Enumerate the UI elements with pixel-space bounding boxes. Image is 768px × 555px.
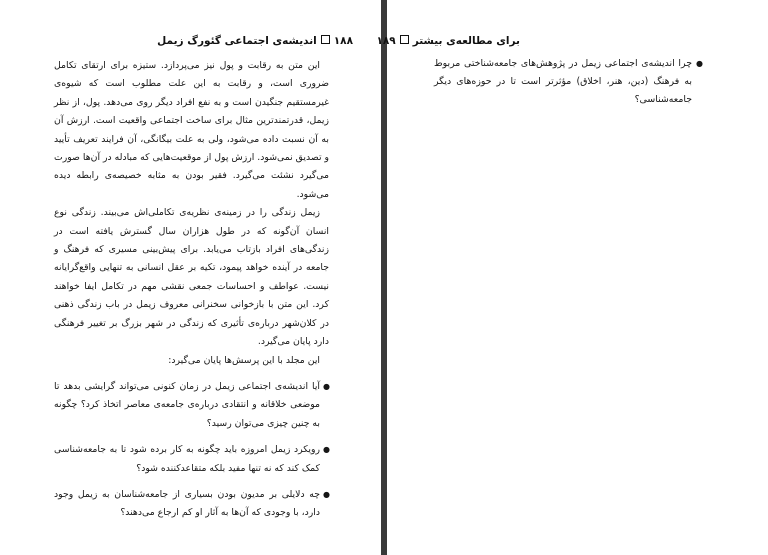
header-square-icon — [321, 35, 330, 44]
paragraph: این مجلد با این پرسش‌ها پایان می‌گیرد: — [168, 354, 320, 366]
left-page-body — [54, 57, 329, 523]
left-page — [0, 0, 381, 555]
right-page-number: ۱۸۹ — [376, 35, 396, 47]
right-page — [376, 0, 768, 555]
paragraph: زیمل زندگی را در زمینه‌ی نظریه‌ی تکاملی‌اش می‌بیند. زندگی نوع انسان آن‌گونه که در طول هزاران سال گسترش یافته است در زندگی‌های افراد بازتاب می‌یابد. برای پیش‌بینی مسیری که فرهنگ و جامعه در آینده خواهد پیمود، تکیه بر عقل انسانی به تنهایی واقع‌گرایانه نیست. عواطف و احساسات جمعی نقشی مهم در تکامل ایفا خواهند کرد. این متن با بازخوانی سخنرانی معروف زیمل در باب زندگی ذهنی در کلان‌شهر درباره‌ی تأثیری که زندگی در شهر بزرگ بر تغییر فرهنگی دارد پایان می‌گیرد. — [54, 207, 329, 348]
header-square-icon — [400, 35, 409, 44]
left-page-running-title: اندیشه‌ی اجتماعی گئورگ زیمل — [157, 35, 317, 47]
right-page-body — [434, 55, 702, 108]
left-page-number: ۱۸۸ — [333, 35, 353, 47]
left-page-header — [157, 34, 353, 48]
bullet-question: ● چرا اندیشه‌ی اجتماعی زیمل در پژوهش‌های جامعه‌شناختی مربوط به فرهنگ (دین، هنر، اخلاق) مؤثرتر است تا در حوزه‌های دیگر جامعه‌شناسی؟ — [434, 55, 702, 108]
paragraph: این متن به رقابت و پول نیز می‌پردازد. ستیزه برای ارتقای تکامل ضروری است، و رقابت به این علت مطلوب است که شیوه‌ی غیرمستقیم جنگیدن است و به نفع افراد دیگر روی می‌دهد. پول، از نظر زیمل، قدرتمندترین مثال برای ساخت اجتماعی واقعیت است. ارزش آن به آن نسبت داده می‌شود، ولی به علت بیگانگی، آن فرایند تعریف تأیید و تصدیق نمی‌شود. ارزش پول از موقعیت‌هایی که مبادله در آن‌ها صورت می‌گیرد نشئت می‌گیرد. فقیر بودن به مثابه خصیصه‌ی رابطه دیده می‌شود. — [54, 60, 329, 200]
bullet-question: ● رویکرد زیمل امروزه باید چگونه به کار برده شود تا به جامعه‌شناسی کمک کند که نه تنها مفید بلکه متقاعدکننده شود؟ — [54, 441, 329, 478]
bullet-question: ● آیا اندیشه‌ی اجتماعی زیمل در زمان کنونی می‌تواند گرایشی بدهد تا موضعی خلاقانه و انتقادی درباره‌ی جامعه‌ی معاصر اتخاذ کرد؟ چگونه به چنین چیزی می‌توان رسید؟ — [54, 378, 329, 433]
bullet-question: ● چه دلایلی بر مدیون بودن بسیاری از جامعه‌شناسان به زیمل وجود دارد، با وجودی که آن‌ها به آثار او کم ارجاع می‌دهند؟ — [54, 486, 329, 523]
right-page-header — [376, 34, 520, 48]
right-page-running-title: برای مطالعه‌ی بیشتر — [412, 35, 520, 47]
